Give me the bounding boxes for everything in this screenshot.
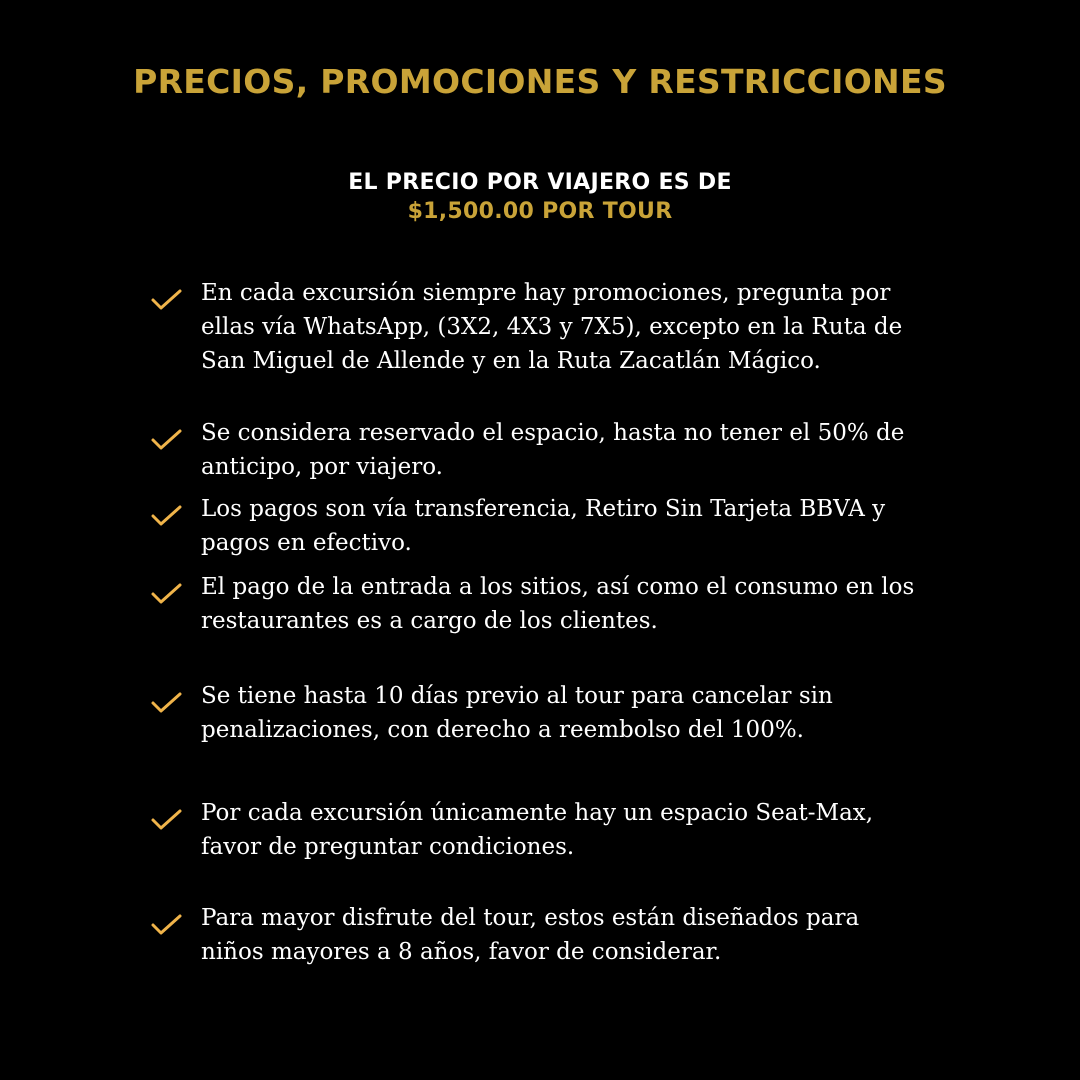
list-item-text: El pago de la entrada a los sitios, así como el consumo en los restaurantes es a cargo de los clientes. [201,574,915,634]
page-title: PRECIOS, PROMOCIONES Y RESTRICCIONES [133,62,947,101]
check-icon [150,912,184,938]
check-icon [150,503,184,529]
list-item-text: Para mayor disfrute del tour, estos están diseñados para niños mayores a 8 años, favor de considerar. [201,905,860,965]
check-icon [150,287,184,313]
price-amount: $1,500.00 POR TOUR [407,199,673,224]
price-statement [0,168,1080,226]
list-item-text: Se tiene hasta 10 días previo al tour para cancelar sin penalizaciones, con derecho a reembolso del 100%. [201,683,833,743]
list-item-text: En cada excursión siempre hay promociones, pregunta por ellas vía WhatsApp, (3X2, 4X3 y 7X5), excepto en la Ruta de San Miguel de Allende y en la Ruta Zacatlán Mágico. [201,280,903,374]
list-item-text: Los pagos son vía transferencia, Retiro Sin Tarjeta BBVA y pagos en efectivo. [201,496,886,556]
price-intro: EL PRECIO POR VIAJERO ES DE [348,170,732,195]
list-item-text: Por cada excursión únicamente hay un espacio Seat-Max, favor de preguntar condiciones. [201,800,874,860]
list-item-text: Se considera reservado el espacio, hasta no tener el 50% de anticipo, por viajero. [201,420,905,480]
check-icon [150,690,184,716]
check-icon [150,581,184,607]
check-icon [150,427,184,453]
check-icon [150,807,184,833]
